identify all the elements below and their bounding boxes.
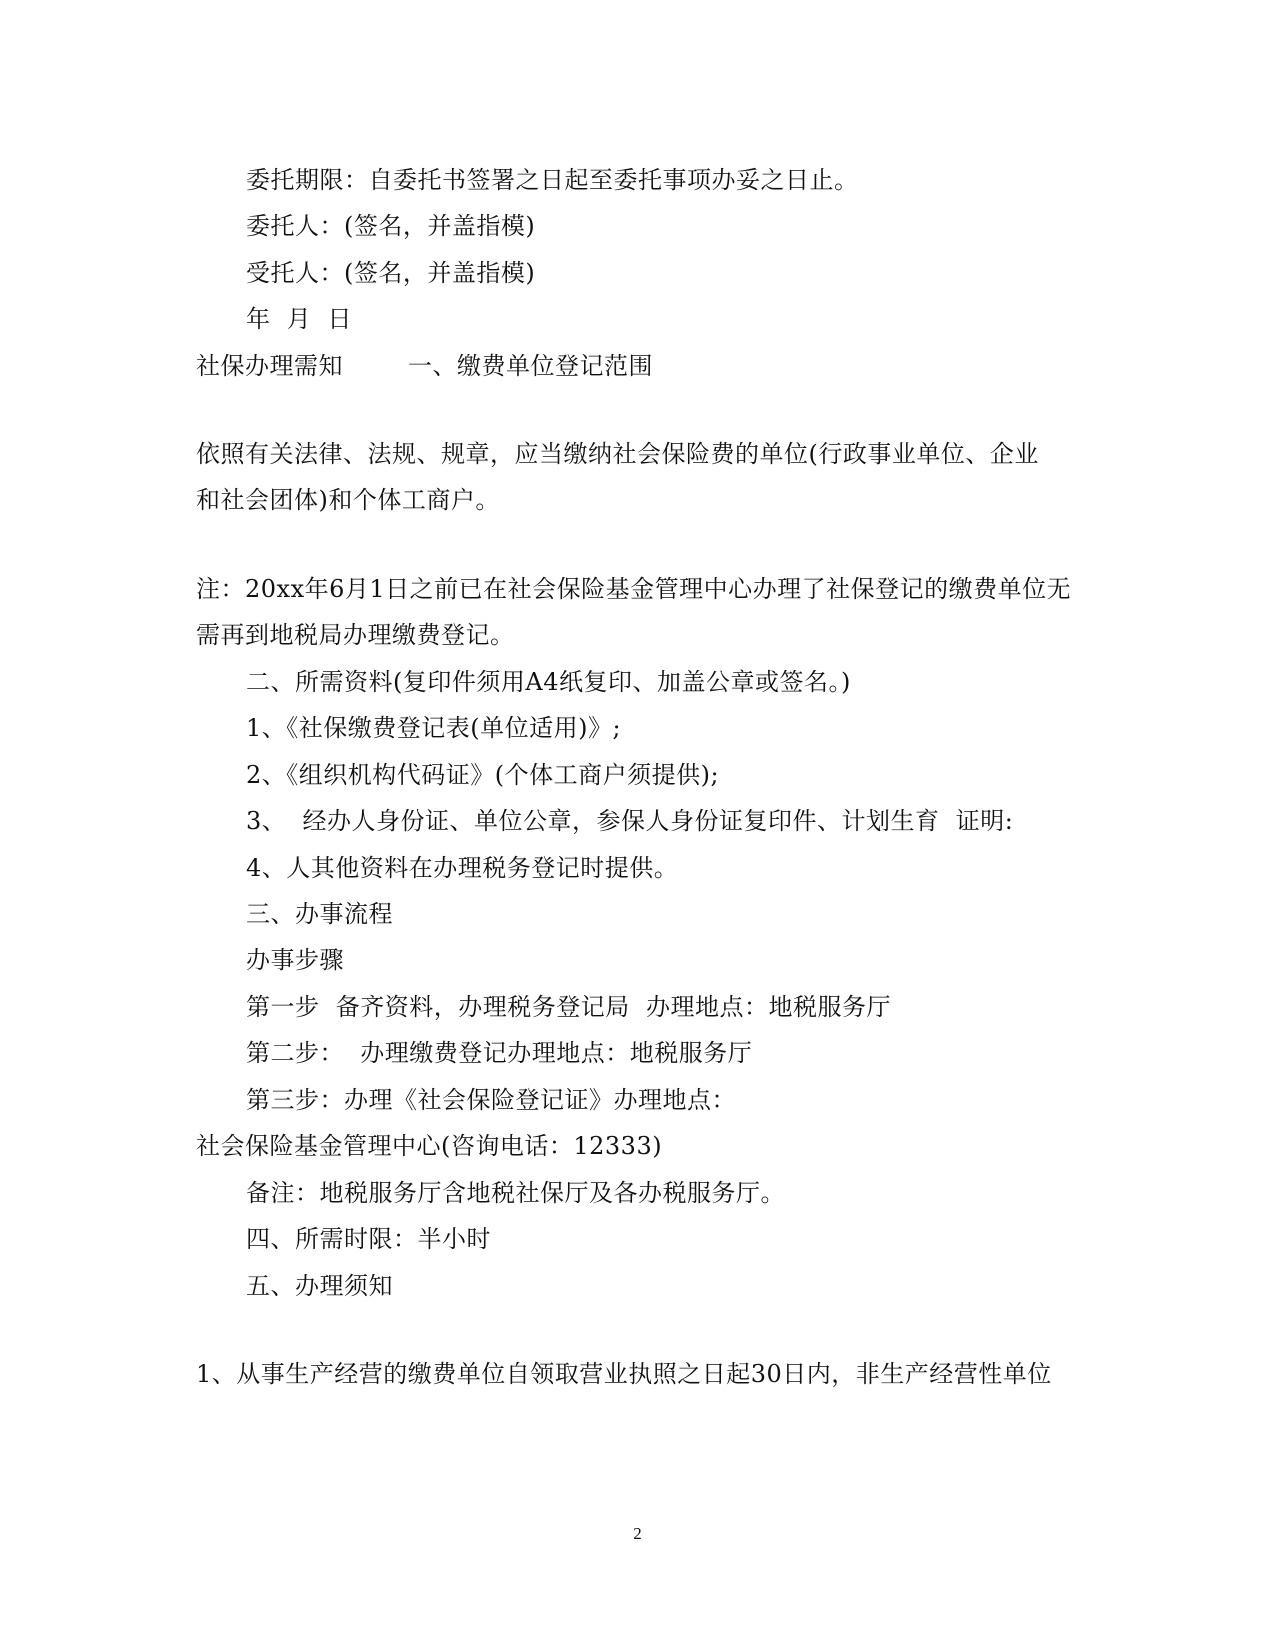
list-item: 3、 经办人身份证、单位公章，参保人身份证复印件、计划生育 证明: [246, 807, 1014, 835]
paragraph-scope-line-2: 和社会团体)和个体工商户。 [196, 486, 500, 514]
step-line: 第二步： 办理缴费登记办理地点：地税服务厅 [246, 1039, 753, 1067]
section-heading-notice: 五、办理须知 [246, 1272, 393, 1300]
note-line-2: 需再到地税局办理缴费登记。 [196, 621, 515, 649]
notice-item-1: 1、从事生产经营的缴费单位自领取营业执照之日起30日内，非生产经营性单位 [196, 1360, 1052, 1388]
date-line: 年 月 日 [246, 305, 353, 333]
step-line: 第三步：办理《社会保险登记证》办理地点： [246, 1086, 736, 1114]
section-heading-materials: 二、所需资料(复印件须用A4纸复印、加盖公章或签名。) [246, 668, 851, 696]
step-line: 第一步 备齐资料，办理税务登记局 办理地点：地税服务厅 [246, 993, 892, 1021]
note-line-1: 注：20xx年6月1日之前已在社会保险基金管理中心办理了社保登记的缴费单位无 [196, 575, 1072, 603]
consult-phone-line: 社会保险基金管理中心(咨询电话：12333) [196, 1132, 663, 1160]
section-heading-process: 三、办事流程 [246, 900, 393, 928]
section-heading-scope: 社保办理需知 一、缴费单位登记范围 [196, 352, 654, 380]
list-item: 2、《组织机构代码证》(个体工商户须提供); [246, 761, 720, 789]
list-item: 1、《社保缴费登记表(单位适用)》; [246, 714, 622, 742]
paragraph-scope-line-1: 依照有关法律、法规、规章，应当缴纳社会保险费的单位(行政事业单位、企业 [196, 440, 1039, 468]
list-item: 4、人其他资料在办理税务登记时提供。 [246, 854, 679, 882]
section-heading-time: 四、所需时限：半小时 [246, 1225, 491, 1253]
page-number: 2 [633, 1524, 642, 1543]
remark-line: 备注：地税服务厅含地税社保厅及各办税服务厅。 [246, 1179, 785, 1207]
agent-signature-line: 受托人：(签名，并盖指模) [246, 259, 536, 287]
principal-signature-line: 委托人：(签名，并盖指模) [246, 212, 536, 240]
entrust-period-line: 委托期限：自委托书签署之日起至委托事项办妥之日止。 [246, 166, 859, 194]
steps-heading: 办事步骤 [246, 946, 344, 974]
